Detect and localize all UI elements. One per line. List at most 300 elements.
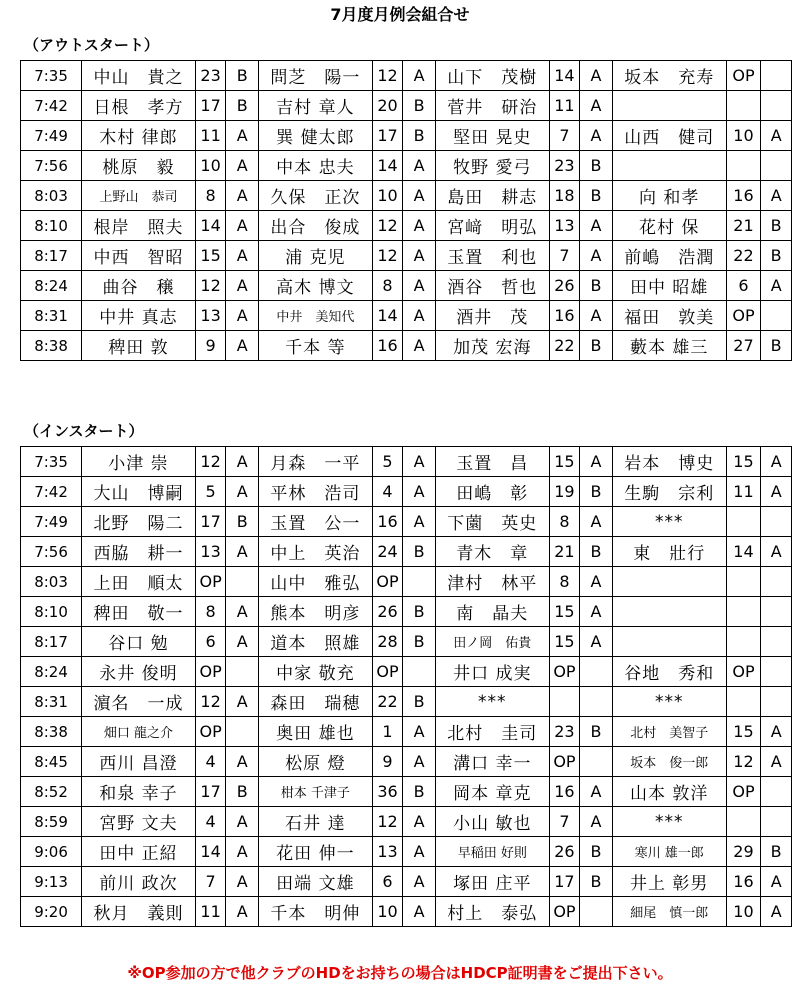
player-class: B (403, 597, 436, 627)
player-class: A (403, 807, 436, 837)
player-name: 中家 敬充 (259, 657, 373, 687)
player-handicap: 5 (372, 447, 403, 477)
player-class: A (761, 181, 792, 211)
player-class: A (226, 747, 259, 777)
player-name: 西脇 耕一 (82, 537, 196, 567)
player-handicap: 12 (372, 211, 403, 241)
player-name: 堅田 晃史 (435, 121, 549, 151)
player-class: B (761, 837, 792, 867)
player-handicap: 12 (195, 447, 226, 477)
player-name: 山西 健司 (612, 121, 726, 151)
player-handicap: 6 (726, 271, 761, 301)
player-handicap: 15 (549, 627, 580, 657)
player-handicap: OP (372, 657, 403, 687)
player-class: A (580, 627, 613, 657)
player-class: A (580, 301, 613, 331)
player-handicap: OP (549, 747, 580, 777)
tee-time-row (21, 627, 792, 657)
player-name: 中上 英治 (259, 537, 373, 567)
player-name: 山下 茂樹 (435, 61, 549, 91)
player-handicap: 4 (195, 807, 226, 837)
tee-time: 8:10 (21, 211, 82, 241)
player-class: B (580, 477, 613, 507)
player-class (761, 597, 792, 627)
player-handicap: 16 (726, 181, 761, 211)
player-class (761, 151, 792, 181)
player-name: 大山 博嗣 (82, 477, 196, 507)
player-name: 下薗 英史 (435, 507, 549, 537)
player-name: 桃原 毅 (82, 151, 196, 181)
player-handicap: 13 (195, 537, 226, 567)
player-name: 木村 律郎 (82, 121, 196, 151)
player-class: A (226, 181, 259, 211)
player-name: 岩本 博史 (612, 447, 726, 477)
player-name: 南 晶夫 (435, 597, 549, 627)
player-handicap: OP (726, 777, 761, 807)
player-name: 花村 保 (612, 211, 726, 241)
player-handicap: 8 (549, 507, 580, 537)
player-name: 浦 克児 (259, 241, 373, 271)
player-class: A (403, 897, 436, 927)
player-class: A (226, 241, 259, 271)
tee-time-row (21, 271, 792, 301)
player-handicap: 8 (195, 597, 226, 627)
player-name (612, 91, 726, 121)
player-class (761, 567, 792, 597)
player-class: A (580, 91, 613, 121)
player-name: 久保 正次 (259, 181, 373, 211)
player-class: B (761, 211, 792, 241)
player-class: B (580, 867, 613, 897)
player-class (580, 897, 613, 927)
player-handicap: 6 (372, 867, 403, 897)
player-handicap: 13 (195, 301, 226, 331)
player-name (612, 567, 726, 597)
player-handicap: 21 (549, 537, 580, 567)
player-name: 谷口 勉 (82, 627, 196, 657)
player-name: 早稲田 好則 (435, 837, 549, 867)
tee-time-row (21, 897, 792, 927)
player-name: 小津 崇 (82, 447, 196, 477)
player-name: 巽 健太郎 (259, 121, 373, 151)
tee-time-row (21, 597, 792, 627)
player-class: B (761, 241, 792, 271)
player-handicap: 28 (372, 627, 403, 657)
out-start-label: （アウトスタート） (24, 36, 159, 54)
tee-time-row (21, 507, 792, 537)
player-name: 中井 真志 (82, 301, 196, 331)
player-handicap (726, 597, 761, 627)
tee-time-row (21, 567, 792, 597)
player-class: B (761, 331, 792, 361)
player-class: A (580, 777, 613, 807)
player-handicap: 17 (549, 867, 580, 897)
player-name: 曲谷 穣 (82, 271, 196, 301)
tee-time: 8:31 (21, 687, 82, 717)
tee-time: 7:35 (21, 61, 82, 91)
player-class: A (403, 151, 436, 181)
player-name: 石井 達 (259, 807, 373, 837)
player-handicap: 17 (195, 507, 226, 537)
player-name (612, 597, 726, 627)
player-name: 山中 雅弘 (259, 567, 373, 597)
player-handicap: 14 (372, 151, 403, 181)
player-class: A (761, 477, 792, 507)
player-handicap: 29 (726, 837, 761, 867)
player-class (761, 777, 792, 807)
player-class: B (580, 151, 613, 181)
player-handicap: 12 (195, 687, 226, 717)
player-class: B (580, 717, 613, 747)
player-name: 井口 成実 (435, 657, 549, 687)
player-class: A (403, 747, 436, 777)
tee-time: 9:20 (21, 897, 82, 927)
tee-time: 8:03 (21, 567, 82, 597)
tee-time-row (21, 867, 792, 897)
player-name: 玉置 昌 (435, 447, 549, 477)
player-name: 中本 忠夫 (259, 151, 373, 181)
tee-time-row (21, 241, 792, 271)
player-class: A (226, 537, 259, 567)
player-handicap: 8 (195, 181, 226, 211)
player-name (612, 627, 726, 657)
player-name: 向 和孝 (612, 181, 726, 211)
player-name: *** (612, 687, 726, 717)
player-class: A (226, 211, 259, 241)
player-class: A (580, 121, 613, 151)
player-name: 上野山 恭司 (82, 181, 196, 211)
player-class (761, 627, 792, 657)
player-class: A (580, 567, 613, 597)
player-handicap: OP (195, 657, 226, 687)
op-hdcp-notice: ※OP参加の方で他クラブのHDをお持ちの場合はHDCP証明書をご提出下さい。 (127, 964, 673, 982)
tee-time-row (21, 807, 792, 837)
player-class: A (403, 271, 436, 301)
tee-time: 7:35 (21, 447, 82, 477)
in-start-label: （インスタート） (24, 422, 144, 440)
player-class: A (761, 897, 792, 927)
player-handicap: 12 (726, 747, 761, 777)
player-name: 藪本 雄三 (612, 331, 726, 361)
player-handicap: 15 (726, 447, 761, 477)
player-class: A (403, 867, 436, 897)
player-handicap (726, 627, 761, 657)
tee-time: 8:38 (21, 717, 82, 747)
player-class: B (226, 91, 259, 121)
player-handicap: 15 (726, 717, 761, 747)
player-class: A (226, 687, 259, 717)
player-class: A (226, 627, 259, 657)
player-handicap (549, 687, 580, 717)
player-name: 坂本 俊一郎 (612, 747, 726, 777)
player-name: 菅井 研治 (435, 91, 549, 121)
player-handicap: 26 (549, 271, 580, 301)
player-handicap: 36 (372, 777, 403, 807)
player-handicap: 1 (372, 717, 403, 747)
player-handicap: 10 (372, 897, 403, 927)
player-name: 生駒 宗利 (612, 477, 726, 507)
player-class (761, 807, 792, 837)
player-name: 奥田 雄也 (259, 717, 373, 747)
tee-time: 7:49 (21, 507, 82, 537)
player-class (761, 301, 792, 331)
player-handicap: 7 (195, 867, 226, 897)
player-class: B (226, 61, 259, 91)
tee-time-row (21, 121, 792, 151)
player-class: A (580, 597, 613, 627)
player-class: A (761, 121, 792, 151)
player-handicap: OP (726, 301, 761, 331)
tee-time: 8:24 (21, 271, 82, 301)
player-name: 根岸 照夫 (82, 211, 196, 241)
player-handicap (726, 687, 761, 717)
tee-time-row (21, 747, 792, 777)
tee-time-row (21, 151, 792, 181)
player-name: 道本 照雄 (259, 627, 373, 657)
player-class: A (761, 867, 792, 897)
tee-time: 7:56 (21, 151, 82, 181)
player-class: A (580, 807, 613, 837)
player-class (226, 717, 259, 747)
player-class: A (403, 717, 436, 747)
player-handicap (726, 507, 761, 537)
player-handicap: 6 (195, 627, 226, 657)
player-name: 千本 明伸 (259, 897, 373, 927)
player-name: 福田 敦美 (612, 301, 726, 331)
player-handicap: 16 (549, 301, 580, 331)
tee-time-row (21, 181, 792, 211)
player-handicap: 5 (195, 477, 226, 507)
player-handicap: OP (726, 657, 761, 687)
player-class: A (226, 331, 259, 361)
player-name: 松原 燈 (259, 747, 373, 777)
player-handicap: 4 (372, 477, 403, 507)
player-class: A (403, 837, 436, 867)
player-name: 月森 一平 (259, 447, 373, 477)
player-class: A (580, 61, 613, 91)
player-handicap: 21 (726, 211, 761, 241)
player-name: 吉村 章人 (259, 91, 373, 121)
player-handicap: 8 (372, 271, 403, 301)
tee-time: 7:49 (21, 121, 82, 151)
player-handicap: 17 (195, 777, 226, 807)
player-name: 稗田 敬一 (82, 597, 196, 627)
tee-time: 7:56 (21, 537, 82, 567)
player-handicap: 12 (372, 61, 403, 91)
player-name: 日根 孝方 (82, 91, 196, 121)
player-class (761, 687, 792, 717)
player-handicap: 10 (726, 897, 761, 927)
player-handicap: 22 (372, 687, 403, 717)
player-class: A (226, 447, 259, 477)
player-class: A (226, 807, 259, 837)
player-handicap: OP (195, 717, 226, 747)
player-handicap: OP (726, 61, 761, 91)
player-class (761, 657, 792, 687)
tee-time: 8:31 (21, 301, 82, 331)
player-name: 酒谷 哲也 (435, 271, 549, 301)
player-class: B (226, 507, 259, 537)
tee-time: 7:42 (21, 477, 82, 507)
player-name: 北村 圭司 (435, 717, 549, 747)
player-class (403, 657, 436, 687)
player-name: 秋月 義則 (82, 897, 196, 927)
player-handicap: 12 (372, 241, 403, 271)
tee-time: 7:42 (21, 91, 82, 121)
player-handicap: 14 (195, 837, 226, 867)
player-name: 中西 智昭 (82, 241, 196, 271)
player-name: 田中 正紹 (82, 837, 196, 867)
player-class: A (403, 331, 436, 361)
player-name: 谷地 秀和 (612, 657, 726, 687)
player-name: 高木 博文 (259, 271, 373, 301)
player-name: 問芝 陽一 (259, 61, 373, 91)
player-handicap: 11 (195, 121, 226, 151)
player-name: 柑本 千津子 (259, 777, 373, 807)
player-handicap: 27 (726, 331, 761, 361)
player-class: A (226, 151, 259, 181)
player-name: 上田 順太 (82, 567, 196, 597)
player-handicap: 15 (195, 241, 226, 271)
player-class: B (580, 181, 613, 211)
player-handicap: 17 (372, 121, 403, 151)
player-handicap: 10 (195, 151, 226, 181)
player-handicap: 15 (549, 447, 580, 477)
player-class (580, 687, 613, 717)
player-name: 田ノ岡 佑貴 (435, 627, 549, 657)
tee-time: 9:13 (21, 867, 82, 897)
player-class: A (761, 717, 792, 747)
player-handicap: 14 (726, 537, 761, 567)
player-handicap: 26 (549, 837, 580, 867)
player-class: A (226, 121, 259, 151)
player-class: A (403, 301, 436, 331)
player-handicap: 18 (549, 181, 580, 211)
player-name: 加茂 宏海 (435, 331, 549, 361)
player-handicap: 10 (372, 181, 403, 211)
player-class: A (403, 507, 436, 537)
player-name: 稗田 敦 (82, 331, 196, 361)
player-class (226, 657, 259, 687)
player-handicap (726, 567, 761, 597)
player-name: 花田 伸一 (259, 837, 373, 867)
player-name: 青木 章 (435, 537, 549, 567)
tee-time-row (21, 331, 792, 361)
player-class: A (761, 747, 792, 777)
player-class: B (403, 537, 436, 567)
player-handicap: 9 (195, 331, 226, 361)
player-class: A (403, 211, 436, 241)
player-class: B (580, 837, 613, 867)
player-class: A (580, 447, 613, 477)
player-handicap: 11 (195, 897, 226, 927)
player-name: 小山 敏也 (435, 807, 549, 837)
player-name: 細尾 慎一郎 (612, 897, 726, 927)
player-class: A (226, 837, 259, 867)
player-handicap: 13 (372, 837, 403, 867)
in-start-table (20, 446, 792, 927)
player-handicap (726, 91, 761, 121)
player-class: A (761, 447, 792, 477)
tee-time: 8:17 (21, 627, 82, 657)
player-name: 西川 昌澄 (82, 747, 196, 777)
player-handicap: 9 (372, 747, 403, 777)
player-name: 畑口 龍之介 (82, 717, 196, 747)
player-name: 津村 林平 (435, 567, 549, 597)
tee-time-row (21, 301, 792, 331)
player-class (761, 507, 792, 537)
player-class (761, 61, 792, 91)
player-name: 中山 貴之 (82, 61, 196, 91)
player-name: *** (435, 687, 549, 717)
player-name: 岡本 章克 (435, 777, 549, 807)
player-name: 玉置 利也 (435, 241, 549, 271)
player-handicap: 4 (195, 747, 226, 777)
player-class: A (226, 597, 259, 627)
tee-time-row (21, 211, 792, 241)
player-name: *** (612, 807, 726, 837)
player-class: B (580, 537, 613, 567)
player-name: 寒川 雄一郎 (612, 837, 726, 867)
tee-time-row (21, 447, 792, 477)
player-class: B (403, 121, 436, 151)
player-name: 坂本 充寿 (612, 61, 726, 91)
tee-time-row (21, 717, 792, 747)
player-handicap (726, 151, 761, 181)
player-handicap: 23 (195, 61, 226, 91)
player-class: A (226, 897, 259, 927)
player-handicap: 13 (549, 211, 580, 241)
player-name: 中井 美知代 (259, 301, 373, 331)
tee-time-row (21, 687, 792, 717)
player-name: 熊本 明彦 (259, 597, 373, 627)
player-name: 平林 浩司 (259, 477, 373, 507)
player-name: 田中 昭雄 (612, 271, 726, 301)
player-class: A (226, 301, 259, 331)
player-class: A (403, 181, 436, 211)
player-handicap: 14 (372, 301, 403, 331)
player-handicap: 23 (549, 151, 580, 181)
player-name: 酒井 茂 (435, 301, 549, 331)
player-class: B (403, 91, 436, 121)
player-name: 牧野 愛弓 (435, 151, 549, 181)
player-class: B (580, 331, 613, 361)
player-handicap: 10 (726, 121, 761, 151)
player-handicap: 14 (195, 211, 226, 241)
tee-time: 9:06 (21, 837, 82, 867)
player-handicap: OP (195, 567, 226, 597)
tee-time-row (21, 477, 792, 507)
player-class: A (403, 447, 436, 477)
player-handicap: 15 (549, 597, 580, 627)
player-handicap: 26 (372, 597, 403, 627)
tee-time-row (21, 61, 792, 91)
player-name: 宮﨑 明弘 (435, 211, 549, 241)
player-name: 田端 文雄 (259, 867, 373, 897)
player-class (226, 567, 259, 597)
player-handicap: 16 (549, 777, 580, 807)
player-handicap: 11 (549, 91, 580, 121)
player-name: 森田 瑞穂 (259, 687, 373, 717)
player-class: A (403, 241, 436, 271)
player-handicap: 8 (549, 567, 580, 597)
player-handicap: 7 (549, 241, 580, 271)
player-handicap: 14 (549, 61, 580, 91)
tee-time-row (21, 837, 792, 867)
player-name: 千本 等 (259, 331, 373, 361)
player-handicap: 12 (372, 807, 403, 837)
player-handicap: 23 (549, 717, 580, 747)
